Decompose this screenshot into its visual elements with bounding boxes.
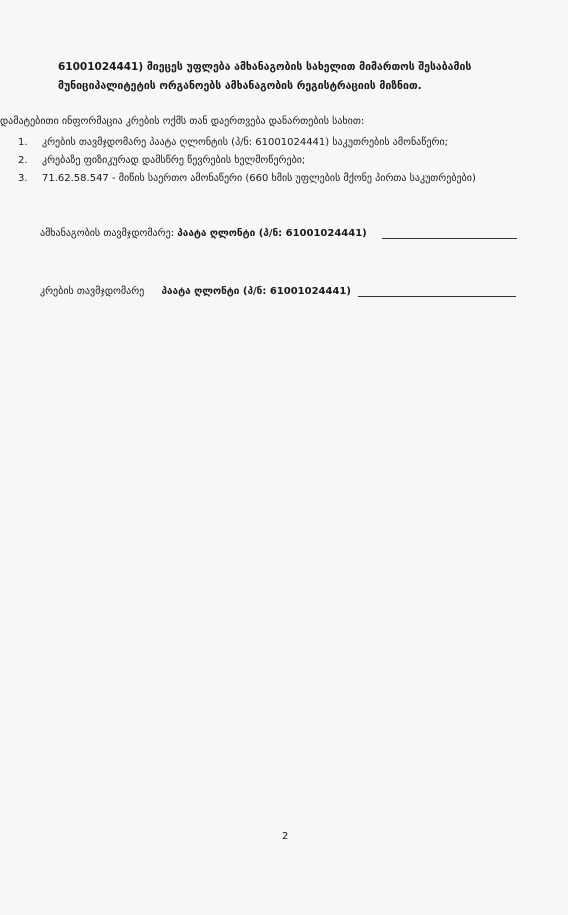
chair-signature-line xyxy=(40,228,517,239)
paragraph-line-2: მუნიციპალიტეტის ორგანოებს ამხანაგობის რეგისტრაციის მიზნით. xyxy=(58,80,422,92)
chair-name: პაატა ღლონტი (პ/ნ: 61001024441) xyxy=(177,228,367,239)
page-number: 2 xyxy=(282,831,289,842)
signature-blank xyxy=(358,296,516,297)
list-item: 1. კრების თავმჯდომარე პაატა ღლონტის (პ/ნ: 61001024441) საკუთრების ამონაწერი; xyxy=(18,137,449,148)
meeting-chair-name: პაატა ღლონტი (პ/ნ: 61001024441) xyxy=(161,286,351,297)
list-item: 3. 71.62.58.547 - მიწის საერთო ამონაწერი (660 ხმის უფლების მქონე პირთა საკუთრებები) xyxy=(18,173,476,184)
attachments-list xyxy=(18,134,476,188)
signature-blank xyxy=(382,238,517,239)
paragraph-line-1: 61001024441) მიეცეს უფლება ამხანაგობის სახელით მიმართოს შესაბამის xyxy=(58,61,472,73)
resolution-paragraph xyxy=(58,58,528,96)
meeting-chair-label: კრების თავმჯდომარე xyxy=(40,286,145,297)
chair-label: ამხანაგობის თავმჯდომარე: xyxy=(40,228,175,239)
meeting-chair-signature-line xyxy=(40,286,516,297)
attachments-intro: დამატებითი ინფორმაცია კრების ოქმს თან დაერთვება დანართების სახით: xyxy=(0,116,365,127)
list-item: 2. კრებაზე ფიზიკურად დამსწრე წევრების ხელმოწერები; xyxy=(18,155,306,166)
